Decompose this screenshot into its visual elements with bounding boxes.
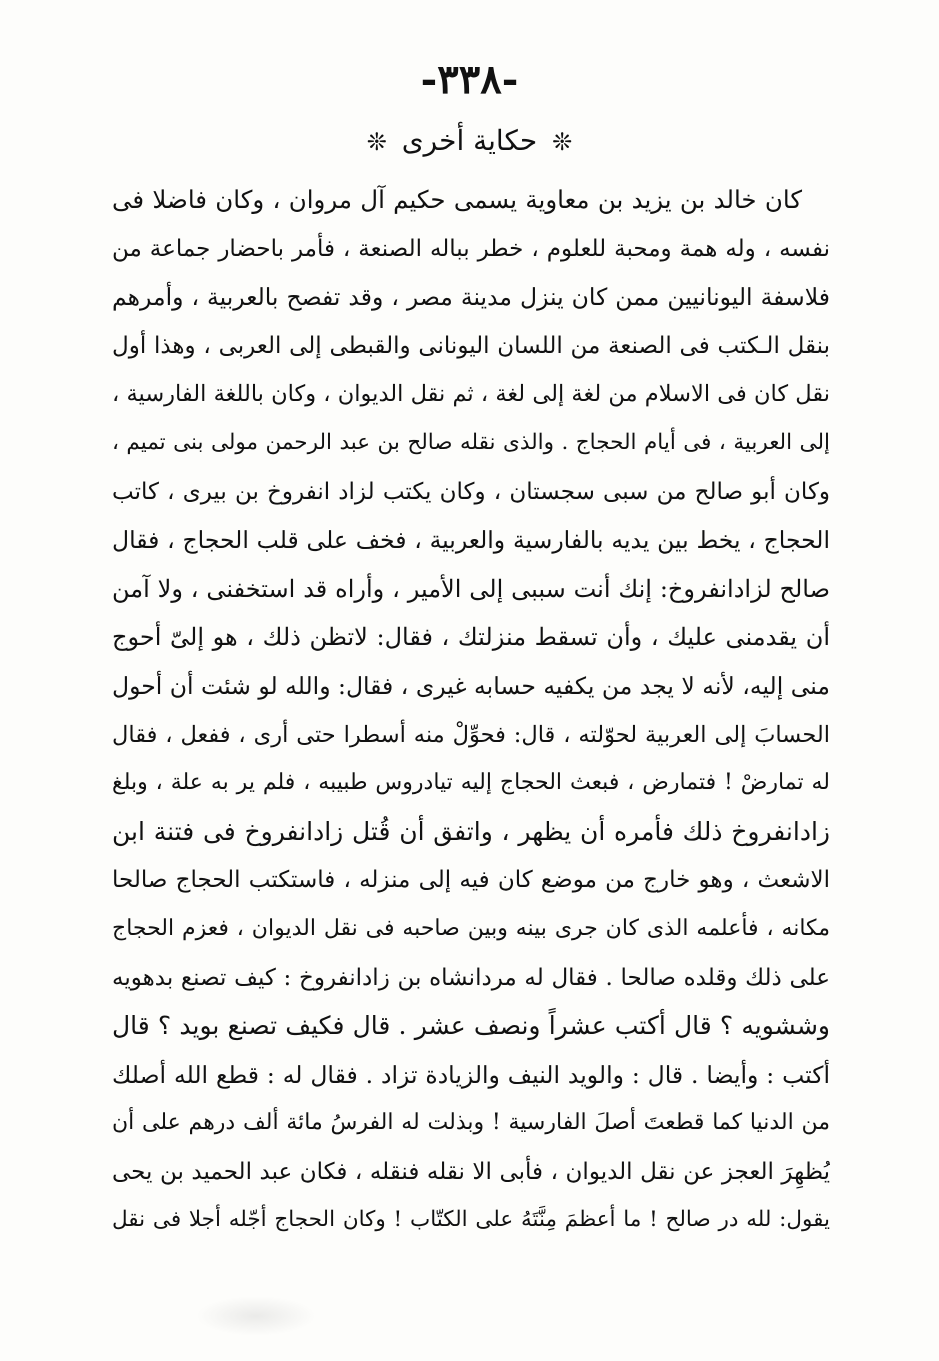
- text-line: زادانفروخ ذلك فأمره أن يظهر ، واتفق أن قُتل زادانفروخ فى فتنة ابن: [112, 816, 830, 846]
- text-line: بنقل الـكتب فى الصنعة من اللسان اليونانى والقبطى إلى العربى ، وهذا أول: [112, 332, 830, 359]
- body-text: [112, 176, 830, 1245]
- text-line: على ذلك وقلده صالحا . فقال له مردانشاه بن زادانفروخ : كيف تصنع بدهويه: [112, 964, 830, 991]
- text-line: الحسابَ إلى العربية لحوّلته ، قال: فحوِّلْ منه أسطرا حتى أرى ، ففعل ، فقال: [112, 721, 830, 748]
- text-line: أكتب : وأيضا . قال : والويد النيف والزيادة تزاد . فقال له : قطع الله أصلك: [112, 1060, 830, 1089]
- text-line: الاشعث ، وهو خارج من موضع كان فيه إلى منزله ، فاستكتب الحجاج صالحا: [112, 867, 830, 894]
- text-line: يقول: لله در صالح ! ما أعظمَ مِنَّتَهُ على الكتّاب ! وكان الحجاج أجّله أجلا فى نقل: [112, 1207, 830, 1233]
- text-line: نفسه ، وله همة ومحبة للعلوم ، خطر بباله الصنعة ، فأمر باحضار جماعة من: [112, 235, 830, 262]
- text-line: إلى العربية ، فى أيام الحجاج . والذى نقله صالح بن عبد الرحمن مولى بنى تميم ،: [112, 429, 830, 455]
- text-line: فلاسفة اليونانيين ممن كان ينزل مدينة مصر ، وقد تفصح بالعربية ، وأمرهم: [112, 283, 830, 312]
- text-line: كان خالد بن يزيد بن معاوية يسمى حكيم آل مروان ، وكان فاضلا فى: [112, 185, 802, 214]
- text-line: أن يقدمنى عليك ، وأن تسقط منزلتك ، فقال: لاتظن ذلك ، هو إلىّ أحوج: [112, 623, 830, 652]
- text-line: وكان أبو صالح من سبى سجستان ، وكان يكتب لزاد انفروخ بن بيرى ، كاتب: [112, 478, 830, 505]
- text-line: وششويه ؟ قال أكتب عشراً ونصف عشر . قال فكيف تصنع بويد ؟ قال: [112, 1011, 830, 1041]
- text-line: منى إليه، لأنه لا يجد من يكفيه حسابه غيرى ، فقال: والله لو شئت أن أحول: [112, 671, 830, 700]
- page-number: -٣٣٨-: [420, 56, 519, 103]
- section-title: [0, 124, 939, 157]
- text-line: يُظهِرَ العجز عن نقل الديوان ، فأبى الا نقله فنقله ، فكان عبد الحميد بن يحى: [112, 1158, 830, 1185]
- section-title-text: حكاية أخرى: [401, 124, 538, 157]
- text-line: الحجاج ، يخط بين يديه بالفارسية والعربية ، فخف على قلب الحجاج ، فقال: [112, 526, 830, 555]
- text-line: صالح لزادانفروخ: إنك أنت سببى إلى الأمير ، وأراه قد استخفنى ، ولا آمن: [112, 574, 830, 603]
- ornament-left-icon: ❊: [366, 128, 387, 156]
- text-line: له تمارضْ ! فتمارض ، فبعث الحجاج إليه تيادروس طبيبه ، فلم ير به علة ، وبلغ: [112, 770, 830, 796]
- text-line: مكانه ، فأعلمه الذى كان جرى بينه وبين صاحبه فى نقل الديوان ، فعزم الحجاج: [112, 915, 830, 941]
- text-line: من الدنيا كما قطعتَ أصلَ الفارسية ! وبذلت له الفرسُ مائة ألف درهم على أن: [112, 1110, 830, 1136]
- paper-smudge: [196, 1296, 316, 1336]
- ornament-right-icon: ❊: [552, 128, 573, 156]
- text-line: نقل كان فى الاسلام من لغة إلى لغة ، ثم نقل الديوان ، وكان باللغة الفارسية ،: [112, 381, 830, 408]
